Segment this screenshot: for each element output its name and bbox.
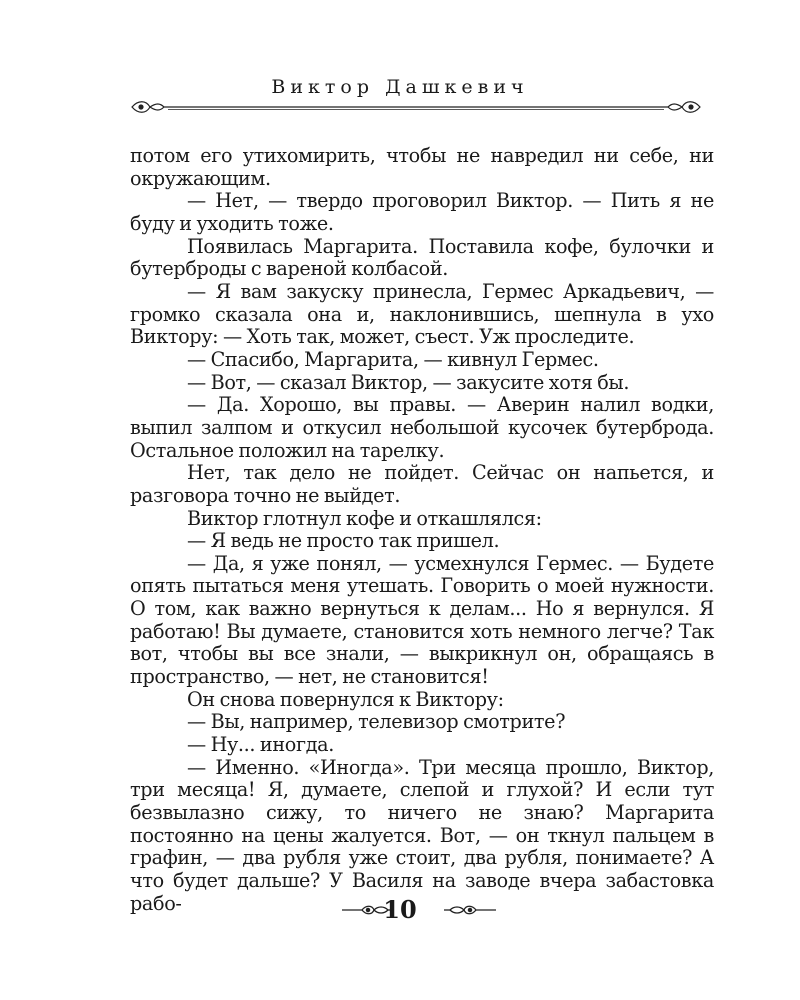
paragraph: — Да. Хорошо, вы правы. — Аверин налил водки, выпил залпом и откусил небольшой кусочек бутерброда. Остальное положил на тарелку. xyxy=(130,393,714,462)
paragraph: — Да, я уже понял, — усмехнулся Гермес. — Будете опять пытаться меня утешать. Говорить о моей нужности. О том, как важно вернуться к делам... Но я вернулся. Я работаю! Вы думаете, становится хоть немного легче? Так вот, чтобы вы все знали, — выкрикнул он, обращаясь в пространство, — нет, не становится! xyxy=(130,551,714,689)
paragraph: Нет, так дело не пойдет. Сейчас он напьется, и разговора точно не выйдет. xyxy=(130,461,714,507)
header-ornament-rule xyxy=(128,97,704,117)
page-body-text xyxy=(130,145,714,915)
paragraph: — Вот, — сказал Виктор, — закусите хотя бы. xyxy=(187,370,630,394)
paragraph: Появилась Маргарита. Поставила кофе, булочки и бутерброды с вареной колбасой. xyxy=(130,234,714,281)
paragraph: Виктор глотнул кофе и откашлялся: xyxy=(187,506,542,530)
paragraph: — Спасибо, Маргарита, — кивнул Гермес. xyxy=(187,347,599,371)
page-footer xyxy=(0,895,800,925)
paragraph: — Я вам закуску принесла, Гермес Аркадьевич, — громко сказала она и, наклонившись, шепнула в ухо Виктору: — Хоть так, может, съест. Уж проследите. xyxy=(130,279,714,349)
page-number: 10 xyxy=(383,895,417,924)
footer-right-ornament xyxy=(442,903,498,917)
paragraph: потом его утихомирить, чтобы не навредил ни себе, ни окружающим. xyxy=(130,144,714,190)
paragraph: — Именно. «Иногда». Три месяца прошло, Виктор, три месяца! Я, думаете, слепой и глухой? И если тут безвылазно сижу, то ничего не знаю? Маргарита постоянно на цены жалуется. Вот, — он ткнул пальцем в графин, — два рубля уже стоит, два рубля, понимаете? А что будет дальше? У Василя на заводе вчера забастовка рабо- xyxy=(130,755,714,915)
paragraph: — Ну... иногда. xyxy=(187,733,334,757)
paragraph: — Вы, например, телевизор смотрите? xyxy=(187,710,566,734)
paragraph: — Я ведь не просто так пришел. xyxy=(187,529,500,553)
paragraph: Он снова повернулся к Виктору: xyxy=(187,687,504,711)
paragraph: — Нет, — твердо проговорил Виктор. — Пить я не буду и уходить тоже. xyxy=(130,189,714,235)
running-header-author: Виктор Дашкевич xyxy=(271,76,529,98)
